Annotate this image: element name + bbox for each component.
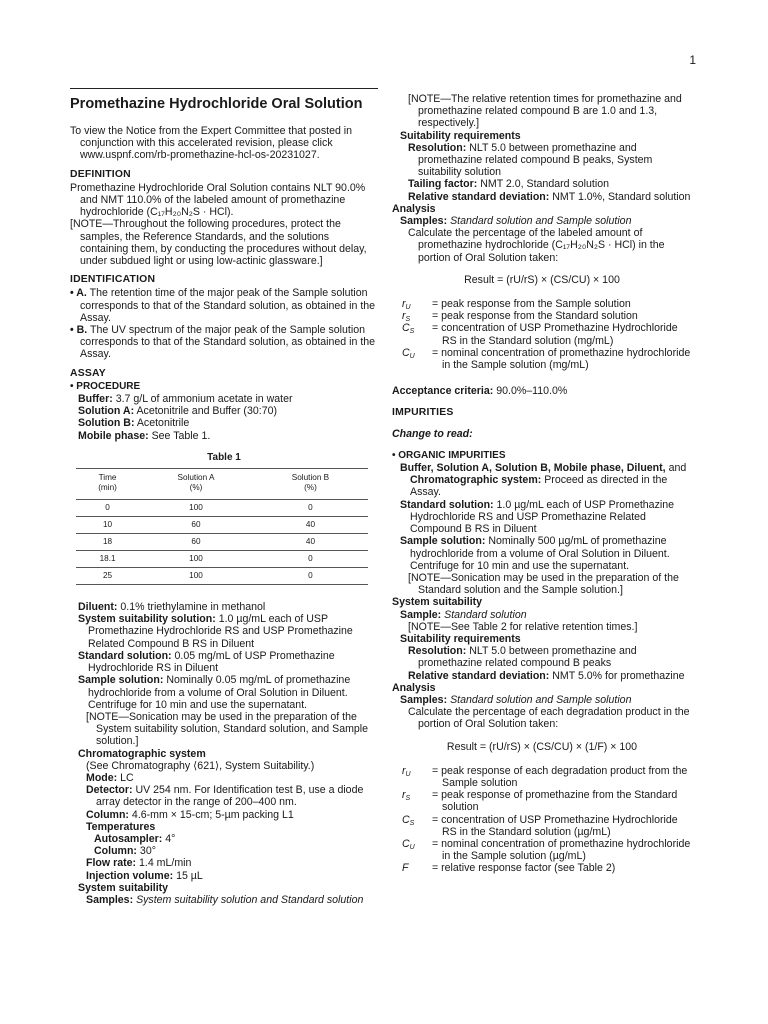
oi-sample-value: Nominally 500 µg/mL of promethazine hydrochloride from a volume of Oral Solution in Diluent. Centrifuge for 10 min and use the supernatant. bbox=[410, 535, 670, 572]
analysis-heading: Analysis bbox=[392, 202, 436, 215]
identification-a-label: • A. bbox=[70, 287, 87, 300]
chrom-system-label: Chromatographic system: bbox=[410, 474, 542, 487]
flow-rate-line bbox=[70, 857, 378, 869]
solution-a-line bbox=[70, 405, 378, 417]
notice-text[interactable]: To view the Notice from the Expert Committee that posted in conjunction with this accelerated revision, please click www.uspnf.com/rb-promethazine-hcl-os-20231027. bbox=[70, 125, 353, 162]
mobile-phase-value: See Table 1. bbox=[151, 429, 211, 442]
suitability-requirements-heading: Suitability requirements bbox=[400, 129, 521, 142]
tailing-factor-line bbox=[392, 178, 692, 190]
impurities-heading: IMPURITIES bbox=[392, 407, 454, 419]
rsd-label: Relative standard deviation: bbox=[408, 190, 550, 203]
buffer-line bbox=[70, 393, 378, 405]
solution-a-label: Solution A: bbox=[78, 405, 135, 418]
oi-system-suitability-heading: System suitability bbox=[392, 596, 483, 609]
buffer-value: 3.7 g/L of ammonium acetate in water bbox=[115, 393, 293, 406]
table-cell: 25 bbox=[76, 568, 139, 585]
standard-solution-label: Standard solution: bbox=[78, 649, 172, 662]
definition-text: = relative response factor (see Table 2) bbox=[432, 862, 616, 875]
assay-definitions bbox=[392, 298, 692, 371]
definition-symbol: F bbox=[402, 862, 409, 875]
column-value: 4.6-mm × 15-cm; 5-µm packing L1 bbox=[131, 808, 294, 821]
standard-solution-line bbox=[70, 650, 378, 674]
identification-a-text: The retention time of the major peak of the Sample solution corresponds to that of the Standard solution, as obtained in the Assay. bbox=[80, 287, 376, 324]
impurity-formula: Result = (rU/rS) × (CS/CU) × (1/F) × 100 bbox=[446, 740, 638, 753]
table-cell: 0 bbox=[76, 500, 139, 517]
table-header-cell: Time (min) bbox=[76, 469, 139, 500]
acceptance-label: Acceptance criteria: bbox=[392, 385, 494, 398]
mobile-phase-line bbox=[70, 430, 378, 442]
sample-note: [NOTE—Sonication may be used in the preparation of the System suitability solution, Standard solution, and Sample solution.] bbox=[86, 710, 369, 748]
definition-symbol: $r_S$ bbox=[402, 310, 411, 324]
definition-row bbox=[392, 322, 692, 346]
oi-ss-sample-line bbox=[392, 609, 692, 621]
oi-resolution-label: Resolution: bbox=[408, 645, 467, 658]
analysis-samples-line bbox=[392, 215, 692, 227]
mobile-phase-label: Mobile phase: bbox=[78, 429, 149, 442]
table-header-cell: Solution A (%) bbox=[139, 469, 253, 500]
definition-text: = nominal concentration of promethazine hydrochloride in the Sample solution (mg/mL) bbox=[432, 346, 691, 372]
oi-calculation-text: Calculate the percentage of each degradation product in the portion of Oral Solution taken: bbox=[408, 706, 690, 731]
table-cell: 100 bbox=[139, 568, 253, 585]
analysis-samples-value: Standard solution and Sample solution bbox=[450, 215, 632, 228]
definition-row bbox=[392, 310, 692, 322]
diluent-label: Diluent: bbox=[78, 601, 118, 614]
rsd-line bbox=[392, 191, 692, 203]
buffer-label: Buffer: bbox=[78, 393, 113, 406]
definition-row bbox=[392, 298, 692, 310]
definition-text: = peak response from the Sample solution bbox=[432, 298, 631, 311]
definition-note: [NOTE—Throughout the following procedures, protect the samples, the Reference Standards, and the solutions containing them, by conducting the procedures without delay, under subdued light or using low-actinic glassware.] bbox=[70, 218, 367, 268]
change-to-read: Change to read: bbox=[392, 427, 473, 440]
column-temp-value: 30° bbox=[139, 845, 156, 858]
definition-symbol: $C_S$ bbox=[402, 813, 415, 827]
oi-sample-line bbox=[392, 535, 692, 572]
solution-b-value: Acetonitrile bbox=[136, 417, 190, 430]
table-row bbox=[76, 500, 368, 517]
sss-line bbox=[70, 613, 378, 650]
oi-analysis-samples-value: Standard solution and Sample solution bbox=[450, 693, 632, 706]
buffer-etc-label: Buffer, Solution A, Solution B, Mobile phase, Diluent, bbox=[400, 462, 666, 475]
buffer-etc-and: and bbox=[668, 462, 687, 475]
definition-symbol: $C_U$ bbox=[402, 837, 415, 851]
samples-label: Samples: bbox=[86, 893, 134, 906]
oi-sample-note: [NOTE—Sonication may be used in the preparation of the Standard solution and the Sample solution.] bbox=[408, 571, 679, 597]
table-cell: 0 bbox=[253, 551, 368, 568]
oi-rsd-label: Relative standard deviation: bbox=[408, 669, 550, 682]
analysis-samples-label: Samples: bbox=[400, 215, 448, 228]
definition-row bbox=[392, 814, 692, 838]
rrt-note: [NOTE—The relative retention times for promethazine and promethazine related compound B are 1.0 and 1.3, respectively.] bbox=[408, 93, 682, 130]
calculation-text: Calculate the percentage of the labeled amount of promethazine hydrochloride (C₁₇H₂₀N₂S · HCl) in the portion of Oral Solution taken: bbox=[408, 227, 665, 264]
buffer-etc-value: Proceed as directed in the Assay. bbox=[410, 474, 668, 499]
column-line bbox=[70, 809, 378, 821]
definition-symbol: $C_U$ bbox=[402, 346, 415, 360]
oi-ss-note: [NOTE—See Table 2 for relative retention times.] bbox=[408, 620, 638, 633]
injection-volume-line bbox=[70, 870, 378, 882]
detector-value: UV 254 nm. For Identification test B, use a diode array detector in the range of 200–400 nm. bbox=[96, 784, 364, 809]
table-cell: 40 bbox=[253, 534, 368, 551]
table-cell: 100 bbox=[139, 551, 253, 568]
column-temp-line bbox=[70, 845, 378, 857]
table-cell: 18 bbox=[76, 534, 139, 551]
oi-ss-sample-value: Standard solution bbox=[444, 608, 527, 621]
chrom-ref: (See Chromatography ⟨621⟩, System Suitability.) bbox=[86, 759, 315, 772]
table-header-cell: Solution B (%) bbox=[253, 469, 368, 500]
definition-body: Promethazine Hydrochloride Oral Solution contains NLT 90.0% and NMT 110.0% of the labeled amount of promethazine hydrochloride (C₁₇H₂₀N₂S · HCl). bbox=[70, 181, 366, 219]
table-cell: 10 bbox=[76, 517, 139, 534]
table-header-row bbox=[76, 469, 368, 500]
page-number: 1 bbox=[689, 53, 696, 67]
identification-b bbox=[70, 324, 378, 361]
oi-suitability-requirements: Suitability requirements bbox=[400, 632, 521, 645]
assay-heading: ASSAY bbox=[70, 367, 106, 379]
solution-b-line bbox=[70, 417, 378, 429]
buffer-etc-line bbox=[392, 462, 692, 499]
definition-symbol: $C_S$ bbox=[402, 322, 415, 336]
oi-standard-line bbox=[392, 499, 692, 536]
oi-resolution-value: NLT 5.0 between promethazine and promethazine related compound B peaks bbox=[418, 645, 637, 670]
resolution-label: Resolution: bbox=[408, 141, 467, 154]
resolution-value: NLT 5.0 between promethazine and promethazine related compound B peaks, System suitability solution bbox=[418, 141, 653, 179]
definition-text: = concentration of USP Promethazine Hydrochloride RS in the Standard solution (mg/mL) bbox=[432, 322, 678, 347]
detector-line bbox=[70, 784, 378, 808]
mode-label: Mode: bbox=[86, 771, 118, 784]
definition-text: = peak response from the Standard solution bbox=[432, 310, 638, 323]
identification-b-text: The UV spectrum of the major peak of the Sample solution corresponds to that of the Standard solution, as obtained in the Assay. bbox=[80, 324, 376, 361]
flow-rate-value: 1.4 mL/min bbox=[138, 857, 192, 870]
temperatures-heading: Temperatures bbox=[86, 820, 156, 833]
table-cell: 40 bbox=[253, 517, 368, 534]
definition-row bbox=[392, 347, 692, 371]
identification-heading: IDENTIFICATION bbox=[70, 274, 156, 286]
oi-rsd-value: NMT 5.0% for promethazine bbox=[552, 669, 685, 682]
column-temp-label: Column: bbox=[94, 845, 137, 858]
impurity-definitions bbox=[392, 765, 692, 875]
definition-heading: DEFINITION bbox=[70, 168, 131, 180]
acceptance-criteria-line bbox=[392, 385, 692, 397]
assay-formula: Result = (rU/rS) × (CS/CU) × 100 bbox=[464, 273, 620, 286]
autosampler-line bbox=[70, 833, 378, 845]
diluent-line bbox=[70, 601, 378, 613]
table-row bbox=[76, 517, 368, 534]
oi-sample-label: Sample solution: bbox=[400, 535, 486, 548]
sample-solution-value: Nominally 0.05 mg/mL of promethazine hydrochloride from a volume of Oral Solution in Diluent. Centrifuge for 10 min and use the supernatant. bbox=[88, 674, 351, 711]
tailing-factor-value: NMT 2.0, Standard solution bbox=[480, 178, 609, 191]
table-1-title: Table 1 bbox=[207, 451, 241, 463]
oi-ss-sample-label: Sample: bbox=[400, 608, 442, 621]
table-cell: 60 bbox=[139, 517, 253, 534]
standard-solution-value: 0.05 mg/mL of USP Promethazine Hydrochloride RS in Diluent bbox=[88, 649, 335, 675]
definition-text: = peak response of each degradation product from the Sample solution bbox=[432, 764, 688, 789]
oi-standard-label: Standard solution: bbox=[400, 498, 494, 511]
system-suitability-heading: System suitability bbox=[78, 881, 169, 894]
oi-analysis-heading: Analysis bbox=[392, 681, 436, 694]
table-row bbox=[76, 568, 368, 585]
oi-analysis-samples-label: Samples: bbox=[400, 693, 448, 706]
page-title: Promethazine Hydrochloride Oral Solution bbox=[70, 88, 378, 113]
tailing-factor-label: Tailing factor: bbox=[408, 178, 478, 191]
mode-value: LC bbox=[120, 771, 134, 784]
diluent-value: 0.1% triethylamine in methanol bbox=[120, 601, 266, 614]
gradient-table bbox=[76, 468, 368, 585]
resolution-line bbox=[392, 142, 692, 179]
definition-text: = concentration of USP Promethazine Hydrochloride RS in the Standard solution (µg/mL) bbox=[432, 813, 678, 838]
identification-a bbox=[70, 287, 378, 324]
definition-row bbox=[392, 789, 692, 813]
solution-a-value: Acetonitrile and Buffer (30:70) bbox=[136, 405, 278, 418]
mode-line bbox=[70, 772, 378, 784]
definition-symbol: $r_U$ bbox=[402, 298, 411, 312]
right-column bbox=[392, 93, 692, 875]
oi-analysis-samples-line bbox=[392, 694, 692, 706]
definition-text: = nominal concentration of promethazine hydrochloride in the Sample solution (µg/mL) bbox=[432, 837, 691, 863]
acceptance-value: 90.0%–110.0% bbox=[496, 385, 568, 398]
oi-standard-value: 1.0 µg/mL each of USP Promethazine Hydrochloride RS and USP Promethazine Related Compound B RS in Diluent bbox=[410, 498, 674, 536]
rsd-value: NMT 1.0%, Standard solution bbox=[552, 190, 691, 203]
table-body bbox=[76, 500, 368, 585]
chrom-system-heading: Chromatographic system bbox=[78, 747, 206, 760]
table-row bbox=[76, 551, 368, 568]
definition-row bbox=[392, 765, 692, 789]
autosampler-label: Autosampler: bbox=[94, 832, 163, 845]
oi-resolution-line bbox=[392, 645, 692, 669]
definition-row bbox=[392, 862, 692, 874]
table-cell: 60 bbox=[139, 534, 253, 551]
table-cell: 0 bbox=[253, 568, 368, 585]
oi-rsd-line bbox=[392, 670, 692, 682]
table-row bbox=[76, 534, 368, 551]
definition-text: = peak response of promethazine from the Standard solution bbox=[432, 789, 678, 814]
solution-b-label: Solution B: bbox=[78, 417, 135, 430]
definition-symbol: $r_U$ bbox=[402, 764, 411, 778]
table-cell: 100 bbox=[139, 500, 253, 517]
definition-symbol: $r_S$ bbox=[402, 789, 411, 803]
injection-volume-label: Injection volume: bbox=[86, 869, 174, 882]
autosampler-value: 4° bbox=[165, 832, 176, 845]
organic-impurities-heading: • ORGANIC IMPURITIES bbox=[392, 449, 506, 461]
sample-solution-label: Sample solution: bbox=[78, 674, 164, 687]
samples-line bbox=[70, 894, 378, 906]
samples-value: System suitability solution and Standard solution bbox=[136, 893, 364, 906]
injection-volume-value: 15 µL bbox=[176, 869, 203, 882]
table-cell: 0 bbox=[253, 500, 368, 517]
sss-label: System suitability solution: bbox=[78, 613, 216, 626]
left-column bbox=[70, 88, 378, 906]
identification-b-label: • B. bbox=[70, 324, 88, 337]
column-label: Column: bbox=[86, 808, 129, 821]
sss-value: 1.0 µg/mL each of USP Promethazine Hydrochloride RS and USP Promethazine Related Compound B RS in Diluent bbox=[88, 613, 353, 650]
flow-rate-label: Flow rate: bbox=[86, 857, 137, 870]
procedure-heading: • PROCEDURE bbox=[70, 380, 141, 392]
sample-solution-line bbox=[70, 674, 378, 711]
table-cell: 18.1 bbox=[76, 551, 139, 568]
detector-label: Detector: bbox=[86, 784, 133, 797]
definition-row bbox=[392, 838, 692, 862]
